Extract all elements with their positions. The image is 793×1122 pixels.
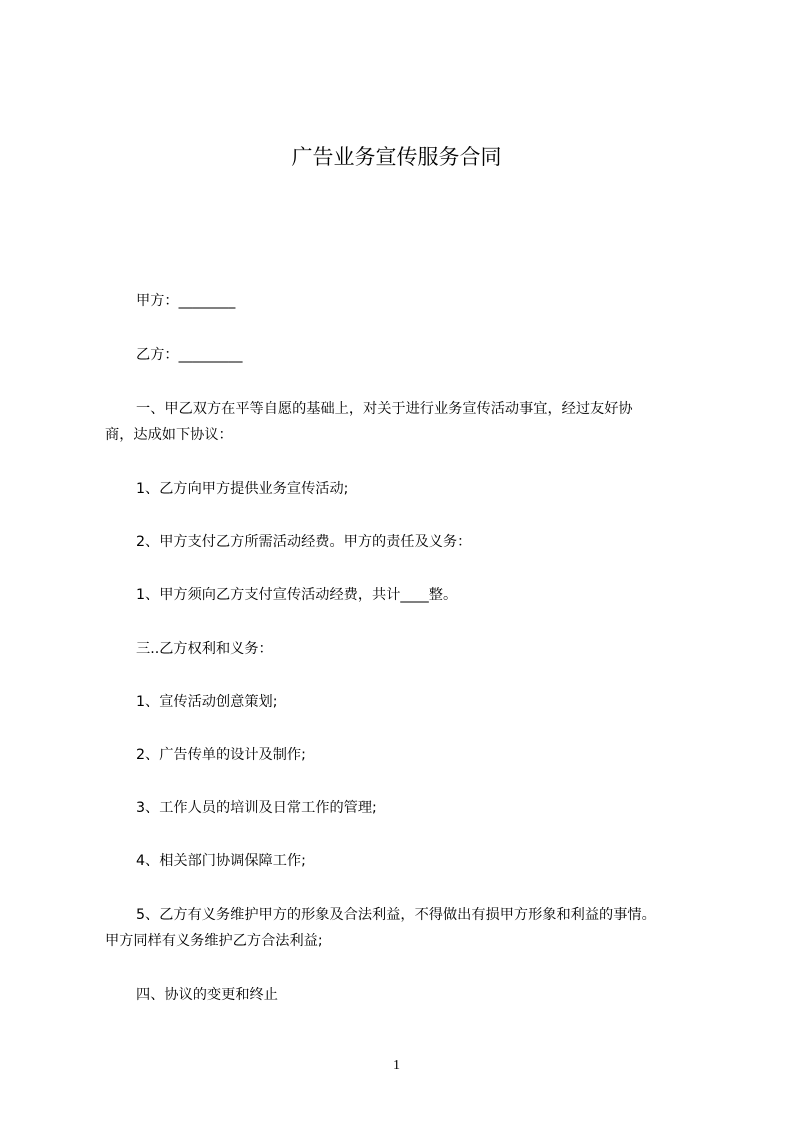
clause-item-2: 2、甲方支付乙方所需活动经费。甲方的责任及义务： xyxy=(136,534,472,550)
duty-item-5-paragraph xyxy=(105,902,720,954)
party-b-line: 乙方：_________ xyxy=(136,347,243,363)
duty-item-4: 4、相关部门协调保障工作; xyxy=(136,853,306,869)
section-1-line-2: 商，达成如下协议： xyxy=(105,427,233,443)
section-4-heading: 四、协议的变更和终止 xyxy=(136,987,278,1003)
clause-item-1: 1、乙方向甲方提供业务宣传活动; xyxy=(136,481,349,497)
duty-item-2: 2、广告传单的设计及制作; xyxy=(136,747,306,763)
section-1-paragraph xyxy=(105,396,720,448)
duty-item-5-line-1: 5、乙方有义务维护甲方的形象及合法利益，不得做出有损甲方形象和利益的事情。 xyxy=(136,907,656,923)
duty-item-1: 1、宣传活动创意策划; xyxy=(136,694,278,710)
section-3-heading: 三..乙方权利和义务： xyxy=(136,641,273,657)
clause-item-3: 1、甲方须向乙方支付宣传活动经费，共计____整。 xyxy=(136,587,458,603)
page-number: 1 xyxy=(393,1058,400,1073)
document-title: 广告业务宣传服务合同 xyxy=(291,145,502,169)
party-a-line: 甲方：________ xyxy=(136,293,236,309)
section-1-line-1: 一、甲乙双方在平等自愿的基础上，对关于进行业务宣传活动事宜，经过友好协 xyxy=(136,401,633,417)
duty-item-5-line-2: 甲方同样有义务维护乙方合法利益; xyxy=(105,933,323,949)
duty-item-3: 3、工作人员的培训及日常工作的管理; xyxy=(136,800,377,816)
